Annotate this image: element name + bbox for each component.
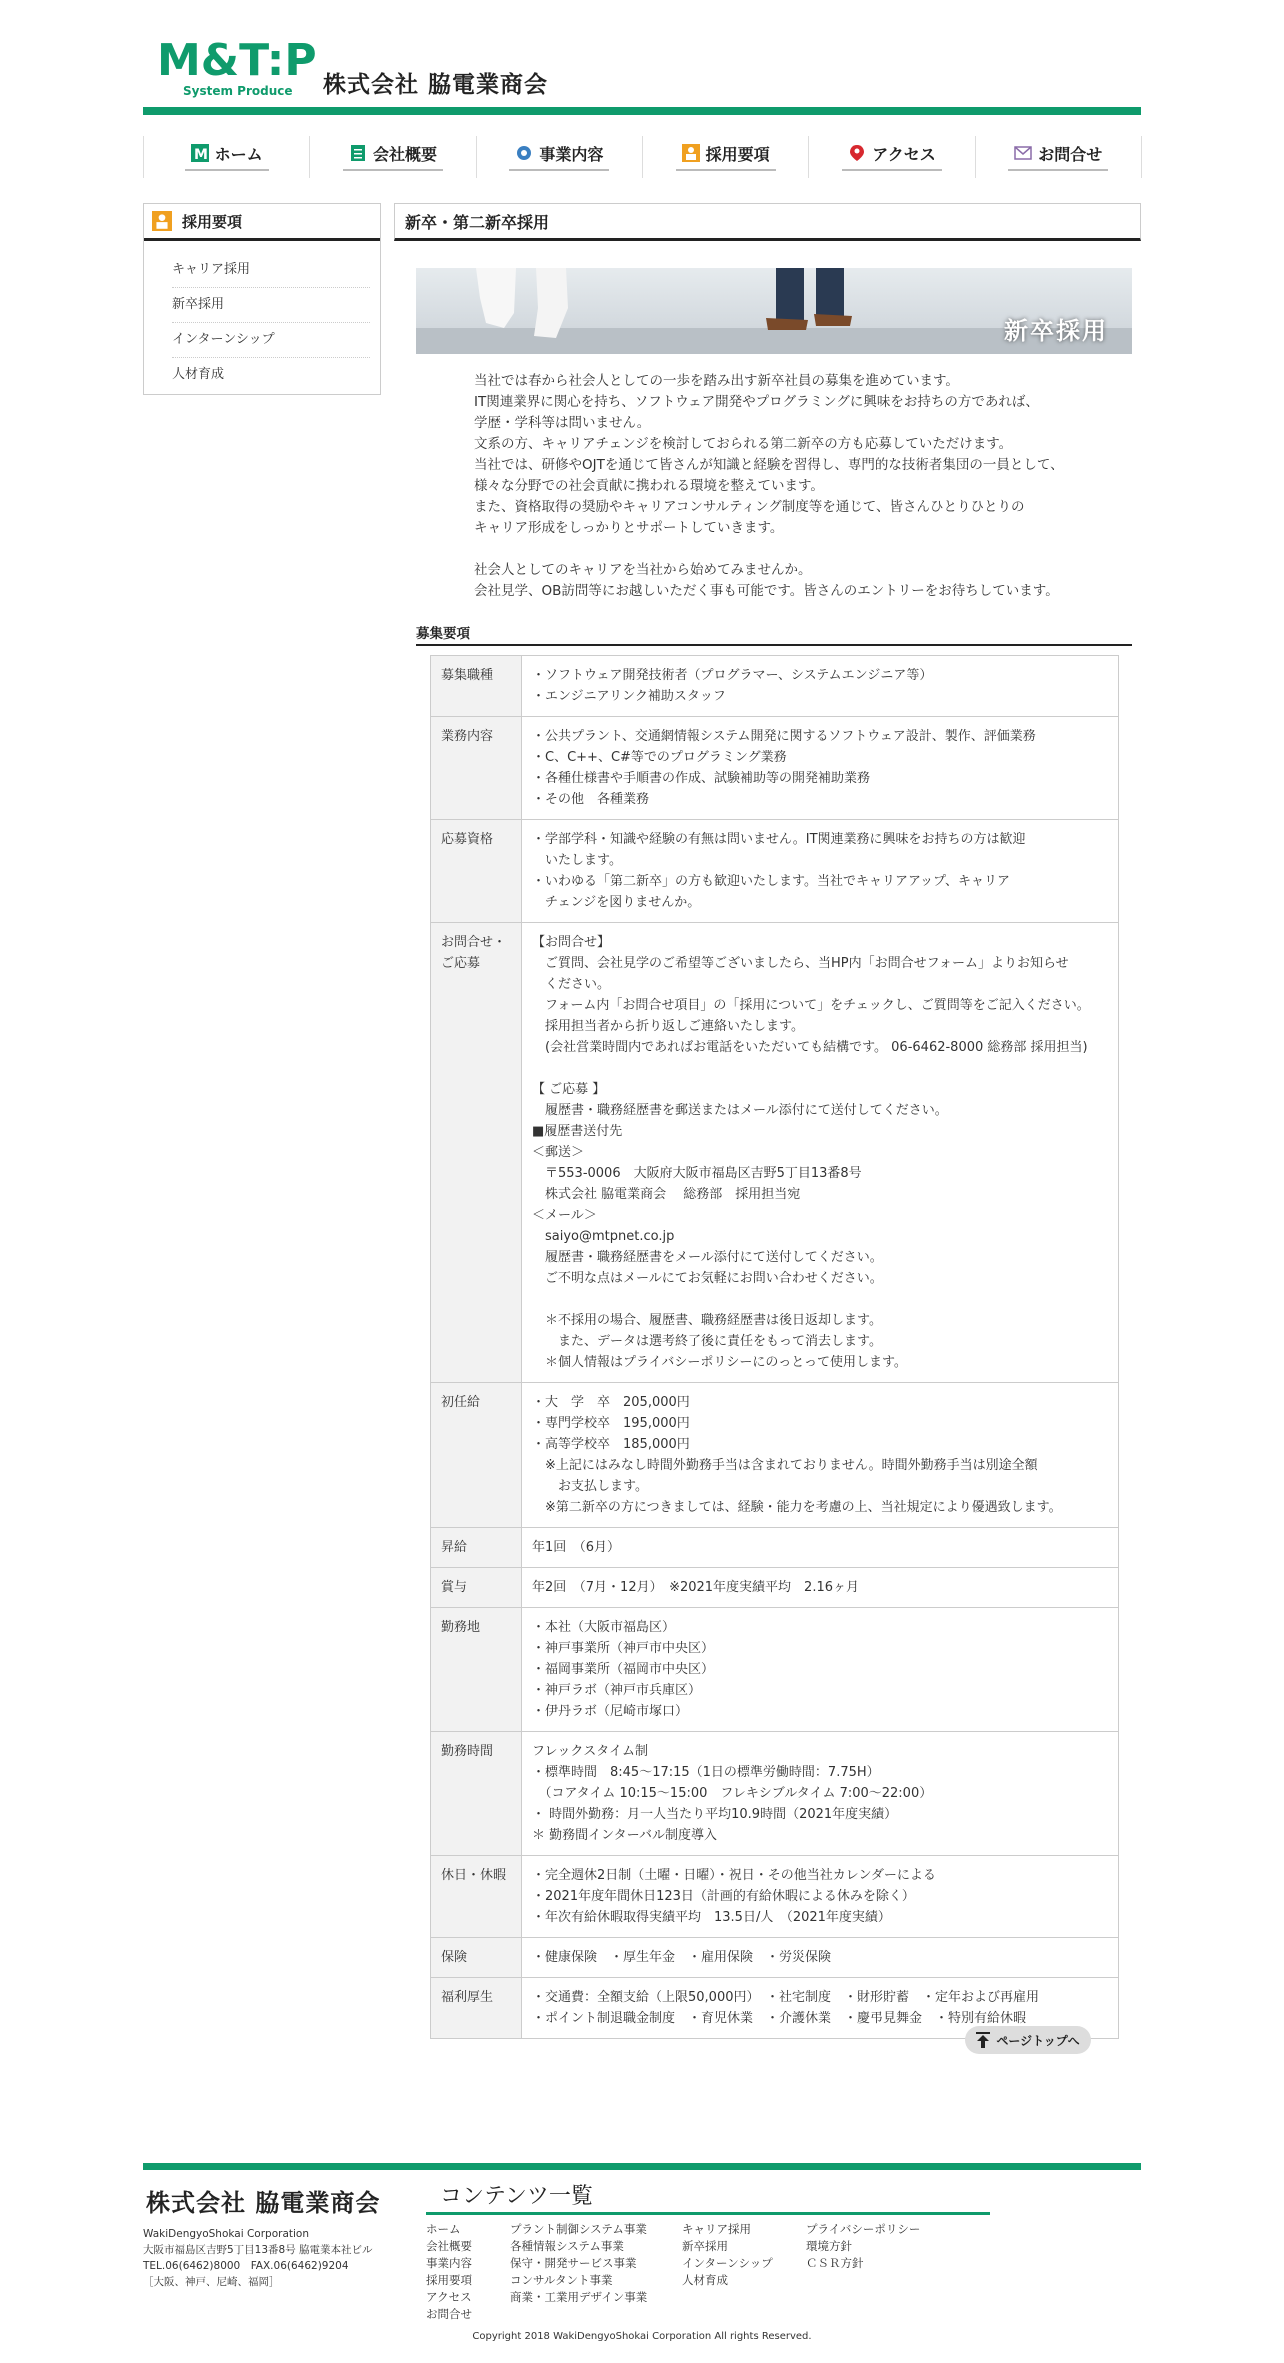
recruit-banner-image bbox=[416, 268, 1132, 354]
intro-line: 様々な分野での社会貢献に携われる環境を整えています。 bbox=[474, 478, 824, 494]
table-value-line: ・公共プラント、交通網情報システム開発に関するソフトウェア設計、製作、評価業務 bbox=[532, 729, 1036, 744]
footer-link[interactable]: 環境方針 bbox=[806, 2239, 852, 2253]
table-value-line: ください。 bbox=[532, 977, 611, 992]
table-value-line: 【 ご応募 】 bbox=[532, 1082, 606, 1097]
page-top-label: ページトップへ bbox=[996, 2033, 1080, 2048]
nav-label: 会社概要 bbox=[372, 144, 437, 164]
table-value-line: ・伊丹ラボ（尼崎市塚口） bbox=[532, 1704, 689, 1719]
table-value-line: ・ソフトウェア開発技術者（プログラマー、システムエンジニア等） bbox=[532, 668, 933, 683]
table-value-line: 【お問合せ】 bbox=[532, 935, 611, 950]
intro-line: 会社見学、OB訪問等にお越しいただく事も可能です。皆さんのエントリーをお待ちしています。 bbox=[474, 583, 1059, 599]
mail-icon bbox=[1014, 144, 1032, 162]
table-value-line: フレックスタイム制 bbox=[532, 1744, 648, 1759]
sidebar-header bbox=[144, 204, 380, 241]
intro-line: 当社では春から社会人としての一歩を踏み出す新卒社員の募集を進めています。 bbox=[474, 373, 959, 389]
logo-subtext: System Produce bbox=[183, 84, 293, 98]
table-value-line: ・完全週休2日制（土曜・日曜）・祝日・その他当社カレンダーによる bbox=[532, 1868, 936, 1883]
table-value-line: 履歴書・職務経歴書を郵送またはメール添付にて送付してください。 bbox=[532, 1103, 948, 1118]
table-row bbox=[431, 1856, 1119, 1938]
table-value-line: ・ 時間外勤務：月一人当たり平均10.9時間（2021年度実績） bbox=[532, 1807, 898, 1822]
table-row-value bbox=[522, 820, 1119, 923]
person-icon bbox=[682, 144, 700, 162]
nav-label: ホーム bbox=[214, 144, 263, 164]
footer-link[interactable]: プラント制御システム事業 bbox=[510, 2222, 647, 2236]
logo-text: M&T:P bbox=[157, 35, 317, 86]
intro-text bbox=[474, 371, 1114, 602]
table-row-value bbox=[522, 1856, 1119, 1938]
requirements-table bbox=[430, 655, 1119, 2039]
table-value-line: ＜メール＞ bbox=[532, 1208, 597, 1223]
table-value-line: 株式会社 脇電業商会 総務部 採用担当宛 bbox=[532, 1187, 801, 1202]
footer-divider bbox=[143, 2163, 1141, 2170]
table-row-key: 昇給 bbox=[431, 1528, 522, 1568]
nav-item-access[interactable] bbox=[809, 136, 975, 178]
table-row bbox=[431, 1608, 1119, 1732]
header-divider bbox=[143, 107, 1141, 115]
person-icon bbox=[152, 211, 172, 231]
table-row bbox=[431, 820, 1119, 923]
nav-item-company[interactable] bbox=[310, 136, 476, 178]
table-row-key: 募集職種 bbox=[431, 656, 522, 717]
intro-line: 当社では、研修やOJTを通じて皆さんが知識と経験を習得し、専門的な技術者集団の一員として、 bbox=[474, 457, 1064, 473]
table-value-line: ・本社（大阪市福島区） bbox=[532, 1620, 676, 1635]
footer-link[interactable]: キャリア採用 bbox=[682, 2222, 751, 2236]
nav-label: 採用要項 bbox=[705, 144, 770, 164]
table-value-line: ＊不採用の場合、履歴書、職務経歴書は後日返却します。 bbox=[532, 1313, 882, 1328]
table-value-line: ■履歴書送付先 bbox=[532, 1124, 623, 1139]
footer-link[interactable]: 事業内容 bbox=[426, 2256, 472, 2270]
footer-link[interactable]: ホーム bbox=[426, 2222, 461, 2236]
page-title-bar bbox=[394, 203, 1141, 241]
footer-link[interactable]: 新卒採用 bbox=[682, 2239, 728, 2253]
table-value-line: また、データは選考終了後に責任をもって消去します。 bbox=[532, 1334, 882, 1349]
footer-link[interactable]: 人材育成 bbox=[682, 2273, 728, 2287]
intro-line: 学歴・学科等は問いません。 bbox=[474, 415, 651, 431]
table-row-value bbox=[522, 717, 1119, 820]
intro-line bbox=[474, 539, 1114, 560]
table-row-value bbox=[522, 1938, 1119, 1978]
footer-link[interactable]: お問合せ bbox=[426, 2307, 472, 2321]
table-row-key: お問合せ・ ご応募 bbox=[431, 923, 522, 1383]
table-value-line: ＊個人情報はプライバシーポリシーにのっとって使用します。 bbox=[532, 1355, 907, 1370]
sidebar-item-career[interactable]: キャリア採用 bbox=[172, 253, 370, 288]
table-value-line bbox=[532, 1058, 1108, 1079]
sidebar-item-new-grad[interactable]: 新卒採用 bbox=[172, 288, 370, 323]
table-row-value bbox=[522, 656, 1119, 717]
nav-item-business[interactable] bbox=[477, 136, 643, 178]
table-value-line: ※上記にはみなし時間外勤務手当は含まれておりません。時間外勤務手当は別途全額 bbox=[532, 1458, 1038, 1473]
company-logo[interactable] bbox=[157, 35, 317, 105]
table-value-line: ・2021年度年間休日123日（計画的有給休暇による休みを除く） bbox=[532, 1889, 915, 1904]
table-value-line: ご不明な点はメールにてお気軽にお問い合わせください。 bbox=[532, 1271, 883, 1286]
intro-line: 文系の方、キャリアチェンジを検討しておられる第二新卒の方も応募していただけます。 bbox=[474, 436, 1013, 452]
table-value-line: saiyo@mtpnet.co.jp bbox=[532, 1229, 675, 1244]
table-value-line: ・その他 各種業務 bbox=[532, 792, 650, 807]
footer-link[interactable]: インターンシップ bbox=[682, 2256, 773, 2270]
table-row-key: 勤務地 bbox=[431, 1608, 522, 1732]
table-value-line: いたします。 bbox=[532, 853, 622, 868]
table-row bbox=[431, 1568, 1119, 1608]
footer-company-name: 株式会社 脇電業商会 bbox=[146, 2189, 381, 2217]
footer-link[interactable]: アクセス bbox=[426, 2290, 472, 2304]
footer-link[interactable]: 商業・工業用デザイン事業 bbox=[510, 2290, 648, 2304]
arrow-up-icon bbox=[976, 2032, 990, 2048]
table-value-line: ・ポイント制退職金制度 ・育児休業 ・介護休業 ・慶弔見舞金 ・特別有給休暇 bbox=[532, 2011, 1027, 2026]
table-row-key: 勤務時間 bbox=[431, 1732, 522, 1856]
table-row-key: 福利厚生 bbox=[431, 1978, 522, 2039]
table-value-line: ・標準時間 8:45～17:15（1日の標準労働時間：7.75H） bbox=[532, 1765, 880, 1780]
company-name: 株式会社 脇電業商会 bbox=[323, 72, 549, 98]
table-row bbox=[431, 656, 1119, 717]
table-value-line: ・大 学 卒 205,000円 bbox=[532, 1395, 690, 1410]
table-row-key: 休日・休暇 bbox=[431, 1856, 522, 1938]
footer-link[interactable]: プライバシーポリシー bbox=[806, 2222, 921, 2236]
svg-text:M: M bbox=[193, 147, 208, 162]
table-row-value bbox=[522, 1568, 1119, 1608]
footer-address-line: 大阪市福島区吉野5丁目13番8号 脇電業本社ビル bbox=[143, 2244, 373, 2256]
table-value-line: ・いわゆる「第二新卒」の方も歓迎いたします。当社でキャリアアップ、キャリア bbox=[532, 874, 1011, 889]
footer-link[interactable]: ＣＳＲ方針 bbox=[806, 2256, 864, 2270]
nav-label: お問合せ bbox=[1038, 144, 1103, 164]
footer-address-line: TEL.06(6462)8000 FAX.06(6462)9204 bbox=[143, 2260, 349, 2272]
table-value-line: 採用担当者から折り返しご連絡いたします。 bbox=[532, 1019, 804, 1034]
footer-link[interactable]: 各種情報システム事業 bbox=[510, 2239, 624, 2253]
table-value-line: 年1回 （6月） bbox=[532, 1540, 621, 1555]
footer-links-recruit bbox=[682, 2221, 773, 2289]
table-value-line: ・高等学校卒 185,000円 bbox=[532, 1437, 690, 1452]
table-value-line: ・エンジニアリンク補助スタッフ bbox=[532, 689, 726, 704]
sidebar-item-training[interactable]: 人材育成 bbox=[172, 367, 225, 382]
table-value-line: ・学部学科・知識や経験の有無は問いません。IT関連業務に興味をお持ちの方は歓迎 bbox=[532, 832, 1026, 847]
table-value-line: ＊ 勤務間インターバル制度導入 bbox=[532, 1828, 717, 1843]
footer-links-policy bbox=[806, 2221, 920, 2272]
table-row-key: 保険 bbox=[431, 1938, 522, 1978]
sidebar-title: 採用要項 bbox=[182, 212, 243, 231]
intro-line: 社会人としてのキャリアを当社から始めてみませんか。 bbox=[474, 562, 812, 578]
document-icon bbox=[349, 144, 367, 162]
nav-item-contact[interactable] bbox=[976, 136, 1142, 178]
site-header bbox=[143, 0, 1141, 120]
sidebar-item-internship[interactable]: インターンシップ bbox=[172, 323, 370, 358]
table-row-key: 初任給 bbox=[431, 1383, 522, 1528]
footer-link[interactable]: 会社概要 bbox=[426, 2239, 472, 2253]
contents-rule bbox=[426, 2212, 990, 2215]
table-value-line: ＜郵送＞ bbox=[532, 1145, 585, 1160]
intro-line: また、資格取得の奨励やキャリアコンサルティング制度等を通じて、皆さんひとりひとりの bbox=[474, 499, 1025, 515]
table-value-line: チェンジを図りませんか。 bbox=[532, 895, 701, 910]
table-value-line: (会社営業時間内であればお電話をいただいても結構です。 06-6462-8000 総務部 採用担当) bbox=[532, 1040, 1088, 1055]
table-value-line: ・交通費：全額支給（上限50,000円） ・社宅制度 ・財形貯蓄 ・定年および再雇用 bbox=[532, 1990, 1039, 2005]
global-nav bbox=[143, 136, 1142, 178]
table-row-key: 業務内容 bbox=[431, 717, 522, 820]
table-value-line: ご質問、会社見学のご希望等ございましたら、当HP内「お問合せフォーム」よりお知らせ bbox=[532, 956, 1069, 971]
table-row bbox=[431, 1528, 1119, 1568]
footer-address-line: ［大阪、神戸、尼崎、福岡］ bbox=[143, 2276, 280, 2288]
table-value-line: 年2回 （7月・12月） ※2021年度実績平均 2.16ヶ月 bbox=[532, 1580, 860, 1595]
footer-link[interactable]: 採用要項 bbox=[426, 2273, 472, 2287]
intro-line: IT関連業界に関心を持ち、ソフトウェア開発やプログラミングに興味をお持ちの方であれば、 bbox=[474, 394, 1039, 410]
copyright: Copyright 2018 WakiDengyoShokai Corporation All rights Reserved. bbox=[472, 2331, 812, 2342]
table-row bbox=[431, 717, 1119, 820]
table-row bbox=[431, 1383, 1119, 1528]
table-row-value bbox=[522, 1732, 1119, 1856]
footer-links-business bbox=[510, 2221, 647, 2306]
table-value-line: ・神戸ラボ（神戸市兵庫区） bbox=[532, 1683, 702, 1698]
footer-link[interactable]: 保守・開発サービス事業 bbox=[510, 2256, 637, 2270]
contents-title: コンテンツ一覧 bbox=[440, 2184, 593, 2209]
nav-item-home[interactable] bbox=[144, 136, 310, 178]
footer-address-line: WakiDengyoShokai Corporation bbox=[143, 2228, 310, 2240]
table-row-value bbox=[522, 1528, 1119, 1568]
gear-icon bbox=[515, 144, 533, 162]
table-value-line: ・年次有給休暇取得実績平均 13.5日/人 （2021年度実績） bbox=[532, 1910, 891, 1925]
footer-address bbox=[143, 2226, 373, 2290]
table-row-key: 賞与 bbox=[431, 1568, 522, 1608]
nav-label: アクセス bbox=[872, 144, 936, 164]
table-value-line: 〒553-0006 大阪府大阪市福島区吉野5丁目13番8号 bbox=[532, 1166, 862, 1181]
table-value-line: 履歴書・職務経歴書をメール添付にて送付してください。 bbox=[532, 1250, 883, 1265]
page-top-button[interactable] bbox=[965, 2026, 1091, 2054]
table-row-key: 応募資格 bbox=[431, 820, 522, 923]
table-value-line: フォーム内「お問合せ項目」の「採用について」をチェックし、ご質問等をご記入ください。 bbox=[532, 998, 1090, 1013]
banner-caption: 新卒採用 bbox=[1004, 317, 1108, 345]
table-value-line: （コアタイム 10:15～15:00 フレキシブルタイム 7:00～22:00） bbox=[532, 1786, 933, 1801]
table-value-line: ・各種仕様書や手順書の作成、試験補助等の開発補助業務 bbox=[532, 771, 871, 786]
footer-links-main bbox=[426, 2221, 472, 2323]
footer-link[interactable]: コンサルタント事業 bbox=[510, 2273, 613, 2287]
table-value-line: ・福岡事業所（福岡市中央区） bbox=[532, 1662, 715, 1677]
table-value-line: ・C、C++、C#等でのプログラミング業務 bbox=[532, 750, 787, 765]
map-pin-icon bbox=[848, 144, 866, 162]
table-value-line: ・専門学校卒 195,000円 bbox=[532, 1416, 690, 1431]
nav-item-recruit[interactable] bbox=[643, 136, 809, 178]
table-row bbox=[431, 923, 1119, 1383]
nav-label: 事業内容 bbox=[539, 144, 604, 164]
page-title: 新卒・第二新卒採用 bbox=[405, 212, 550, 232]
table-row-value bbox=[522, 1383, 1119, 1528]
sidebar bbox=[143, 203, 381, 395]
table-value-line: ※第二新卒の方につきましては、経験・能力を考慮の上、当社規定により優遇致します。 bbox=[532, 1500, 1062, 1515]
home-m-icon bbox=[191, 144, 209, 162]
table-value-line bbox=[532, 1289, 1108, 1310]
table-value-line: ・健康保険 ・厚生年金 ・雇用保険 ・労災保険 bbox=[532, 1950, 832, 1965]
section-heading: 募集要項 bbox=[416, 622, 1132, 646]
sidebar-list bbox=[144, 241, 380, 392]
table-row-value bbox=[522, 1608, 1119, 1732]
table-row bbox=[431, 1938, 1119, 1978]
table-value-line: ・神戸事業所（神戸市中央区） bbox=[532, 1641, 715, 1656]
table-value-line: お支払します。 bbox=[532, 1479, 648, 1494]
table-row bbox=[431, 1732, 1119, 1856]
table-row-value bbox=[522, 923, 1119, 1383]
intro-line: キャリア形成をしっかりとサポートしていきます。 bbox=[474, 520, 784, 536]
